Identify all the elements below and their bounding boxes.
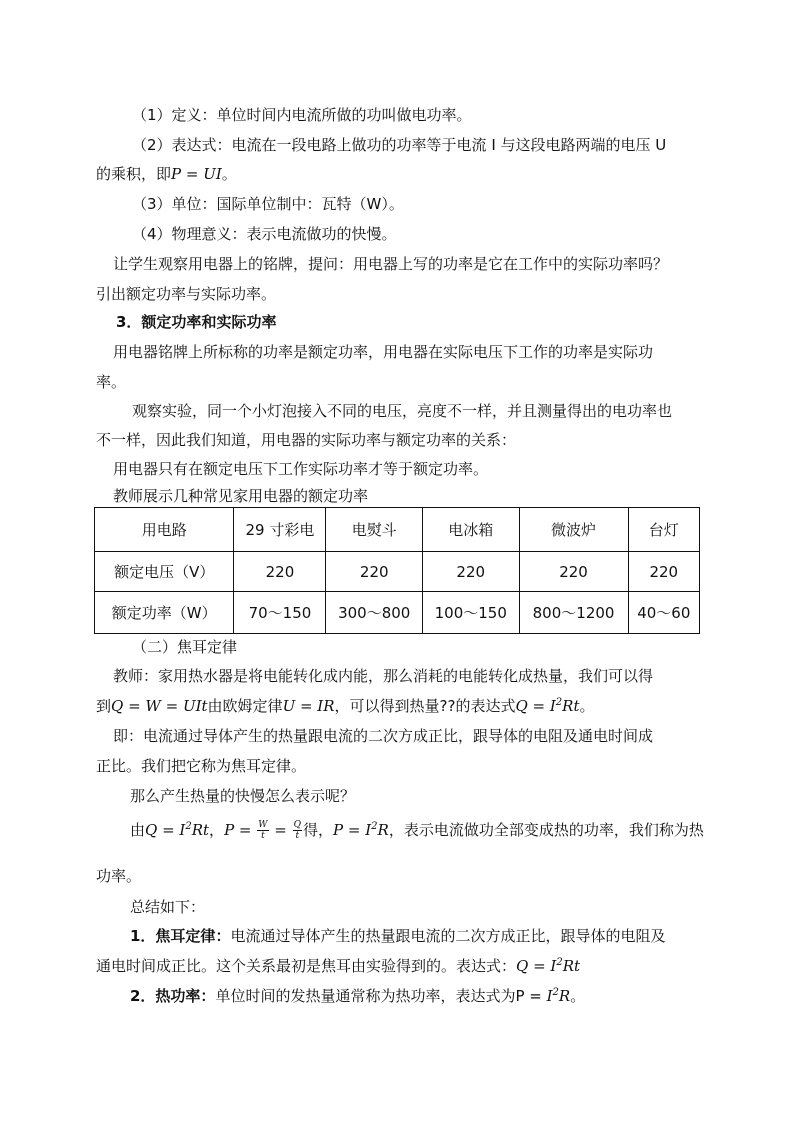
summary-item-heat-power <box>130 985 585 1007</box>
formula-heat-power: $P = I^2R$ <box>333 821 389 839</box>
formula-line <box>96 695 595 717</box>
table-cell: 台灯 <box>628 508 699 552</box>
formula-ohm: U = IR <box>282 697 335 715</box>
table-cell: 微波炉 <box>519 508 628 552</box>
table-cell: 用电路 <box>95 508 234 552</box>
table-cell: 220 <box>326 552 423 592</box>
formula-equals: = <box>269 821 292 839</box>
paragraph-line: 即：电流通过导体产生的热量跟电流的二次方成正比，跟导体的电阻及通电时间成 <box>113 727 654 745</box>
table-row <box>95 592 700 634</box>
text-fragment: ，表示电流做功全部变成热的功率，我们称为热 <box>388 821 704 839</box>
expression-line-cont <box>96 163 237 185</box>
table-cell: 40～60 <box>628 592 699 634</box>
summary-item-joule <box>130 925 665 947</box>
paragraph-line: 那么产生热量的快慢怎么表示呢？ <box>130 787 356 805</box>
table-cell: 300～800 <box>326 592 423 634</box>
formula-joule: $Q = I^2Rt$ <box>515 697 580 715</box>
appliance-power-table <box>94 507 700 634</box>
paragraph-line: 不一样，因此我们知道，用电器的实际功率与额定功率的关系： <box>96 431 517 449</box>
formula-joule: $Q = I^2Rt$ <box>145 821 210 839</box>
meaning-line: （4）物理意义：表示电流做功的快慢。 <box>132 225 397 243</box>
section-heading: 3．额定功率和实际功率 <box>116 313 277 331</box>
fraction-q-over-t: $\frac{Q}{t}$ <box>293 820 302 841</box>
formula-line <box>130 819 704 841</box>
formula-heat-power: $I^2R$ <box>546 987 571 1005</box>
table-cell: 电熨斗 <box>326 508 423 552</box>
text-fragment: 。 <box>221 165 237 183</box>
table-cell: 800～1200 <box>519 592 628 634</box>
table-cell: 220 <box>234 552 326 592</box>
formula-joule: $Q = I^2Rt$ <box>516 957 581 975</box>
text-fragment: 。 <box>570 987 586 1005</box>
paragraph-line: 功率。 <box>96 867 142 885</box>
summary-item-title: 2．热功率： <box>130 987 216 1005</box>
definition-line: （1）定义：单位时间内电流所做的功叫做电功率。 <box>132 106 472 124</box>
table-cell: 额定电压（V） <box>95 552 234 592</box>
paragraph-line: 让学生观察用电器上的铭牌，提问：用电器上写的功率是它在工作中的实际功率吗？ <box>113 255 669 273</box>
unit-line: （3）单位：国际单位制中：瓦特（W）。 <box>132 195 404 213</box>
text-fragment: ，可以得到热量??的表达式 <box>334 697 516 715</box>
table-cell: 220 <box>628 552 699 592</box>
table-cell: 100～150 <box>422 592 519 634</box>
formula-power: P = <box>224 821 257 839</box>
table-cell: 额定功率（W） <box>95 592 234 634</box>
summary-item-joule-cont <box>96 955 580 977</box>
text-fragment: 得， <box>303 821 334 839</box>
formula-heat: Q = W = UIt <box>111 697 208 715</box>
text-fragment: 由欧姆定律 <box>207 697 283 715</box>
table-cell: 220 <box>422 552 519 592</box>
text-fragment: 通电时间成正比。这个关系最初是焦耳由实验得到的。表达式： <box>96 957 517 975</box>
table-row <box>95 552 700 592</box>
paragraph-line: 用电器铭牌上所标称的功率是额定功率，用电器在实际电压下工作的功率是实际功 <box>113 343 654 361</box>
text-fragment: 到 <box>96 697 112 715</box>
text-fragment: 由 <box>130 821 146 839</box>
summary-item-title: 1．焦耳定律： <box>130 927 231 945</box>
paragraph-line: 教师：家用热水器是将电能转化成内能，那么消耗的电能转化成热量，我们可以得 <box>113 667 654 685</box>
text-fragment: 。 <box>579 697 595 715</box>
expression-line: （2）表达式：电流在一段电路上做功的功率等于电流 I 与这段电路两端的电压 U <box>132 136 667 154</box>
text-fragment: 电流通过导体产生的热量跟电流的二次方成正比，跟导体的电阻及 <box>230 927 666 945</box>
text-fragment: ， <box>209 821 225 839</box>
summary-label: 总结如下： <box>130 898 206 916</box>
formula-p-ui: P = UI <box>171 165 222 183</box>
table-cell: 220 <box>519 552 628 592</box>
paragraph-line: 用电器只有在额定电压下工作实际功率才等于额定功率。 <box>113 460 489 478</box>
fraction-w-over-t: $\frac{W}{t}$ <box>258 820 268 841</box>
table-header-row <box>95 508 700 552</box>
table-cell: 70～150 <box>234 592 326 634</box>
table-cell: 29 寸彩电 <box>234 508 326 552</box>
paragraph-line: 正比。我们把它称为焦耳定律。 <box>96 757 307 775</box>
table-cell: 电冰箱 <box>422 508 519 552</box>
paragraph-line: 引出额定功率与实际功率。 <box>96 285 277 303</box>
paragraph-line: 率。 <box>96 373 127 391</box>
table-caption: 教师展示几种常见家用电器的额定功率 <box>113 487 369 505</box>
section-heading: （二）焦耳定律 <box>132 638 238 656</box>
text-fragment: 单位时间的发热量通常称为热功率，表达式为P = <box>215 987 547 1005</box>
paragraph-line: 观察实验，同一个小灯泡接入不同的电压，亮度不一样，并且测量得出的电功率也 <box>132 402 673 420</box>
text-fragment: 的乘积，即 <box>96 165 172 183</box>
